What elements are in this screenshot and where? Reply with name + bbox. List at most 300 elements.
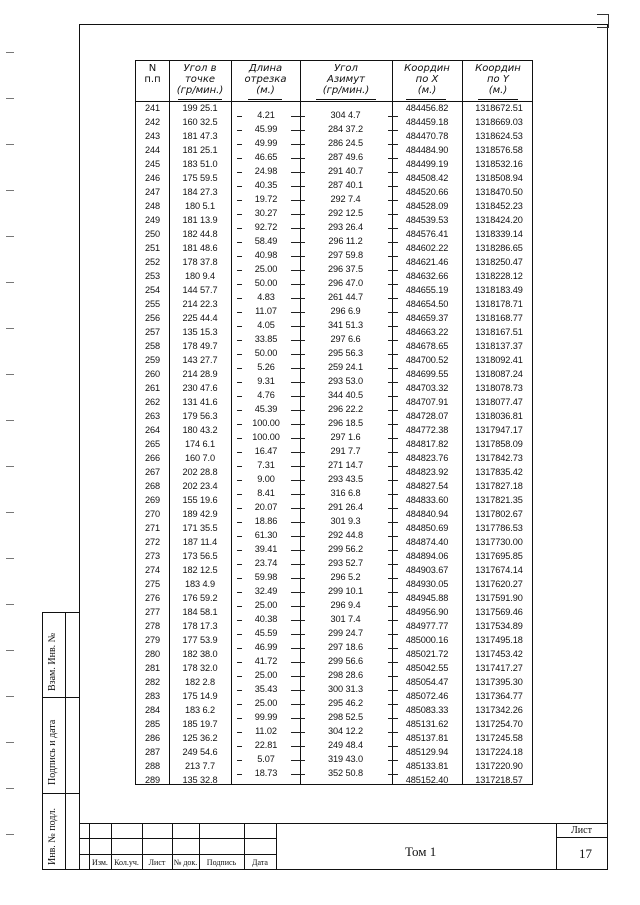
segment-azimuth: 291 7.7 (330, 446, 361, 456)
segment-azimuth: 319 43.0 (328, 754, 363, 764)
segment-azimuth: 296 9.4 (330, 600, 361, 610)
segment-azimuth: 296 22.2 (328, 404, 363, 414)
coord-y: 1317218.57 (475, 775, 523, 785)
coord-x: 484528.09 (405, 201, 449, 211)
segment-length: 32.49 (254, 586, 278, 596)
coord-y: 1318137.37 (475, 341, 523, 351)
point-number: 284 (144, 705, 161, 715)
coord-x: 484772.38 (405, 425, 449, 435)
segment-length: 5.26 (257, 362, 275, 372)
row-separator (291, 704, 305, 705)
margin-tick (6, 144, 14, 145)
point-number: 269 (144, 495, 161, 505)
point-number: 287 (144, 747, 161, 757)
point-angle: 183 51.0 (182, 159, 218, 169)
point-angle: 189 42.9 (182, 509, 218, 519)
segment-azimuth: 304 12.2 (328, 726, 363, 736)
point-number: 255 (144, 299, 161, 309)
segment-length: 39.41 (254, 544, 278, 554)
point-angle: 181 48.6 (182, 243, 218, 253)
row-separator (291, 144, 305, 145)
row-separator (291, 550, 305, 551)
coord-x: 484817.82 (405, 439, 449, 449)
coord-y: 1317730.00 (475, 537, 523, 547)
point-number: 279 (144, 635, 161, 645)
volume-title: Том 1 (405, 844, 437, 859)
point-number: 262 (144, 397, 161, 407)
segment-azimuth: 296 47.0 (328, 278, 363, 288)
row-separator (291, 774, 305, 775)
tb-label-sheet: Лист (148, 858, 166, 867)
coord-y: 1317417.27 (475, 663, 523, 673)
point-angle: 171 35.5 (182, 523, 218, 533)
coord-y: 1317947.17 (475, 425, 523, 435)
segment-length: 4.21 (257, 110, 275, 120)
segment-length: 45.39 (254, 404, 278, 414)
segment-azimuth: 341 51.3 (328, 320, 363, 330)
coord-x: 484903.67 (405, 565, 449, 575)
segment-azimuth: 292 12.5 (328, 208, 363, 218)
point-number: 281 (144, 663, 161, 673)
point-angle: 202 28.8 (182, 467, 218, 477)
segment-length: 46.65 (254, 152, 278, 162)
segment-length: 11.02 (255, 726, 277, 736)
row-separator (291, 662, 305, 663)
point-number: 282 (144, 677, 161, 687)
coord-y: 1317591.90 (475, 593, 523, 603)
row-separator (291, 116, 305, 117)
coord-y: 1318339.14 (475, 229, 523, 239)
replacement-inventory-label: Взам. Инв. № (47, 632, 58, 691)
row-separator (291, 718, 305, 719)
coord-y: 1318250.47 (475, 257, 523, 267)
point-angle: 225 44.4 (182, 313, 218, 323)
point-angle: 178 32.0 (182, 663, 218, 673)
segment-azimuth: 297 1.6 (330, 432, 361, 442)
row-separator (291, 354, 305, 355)
coord-x: 485083.33 (405, 705, 449, 715)
margin-tick (6, 512, 14, 513)
row-separator (291, 158, 305, 159)
margin-tick (6, 742, 14, 743)
row-separator (291, 242, 305, 243)
point-angle: 180 9.4 (185, 271, 215, 281)
coord-y: 1318228.12 (475, 271, 523, 281)
coord-y: 1318576.58 (475, 145, 523, 155)
point-angle: 182 2.8 (185, 677, 215, 687)
coord-y: 1317786.53 (475, 523, 523, 533)
segment-azimuth: 301 7.4 (330, 614, 361, 624)
coord-y: 1317220.90 (475, 761, 523, 771)
point-angle: 185 19.7 (182, 719, 218, 729)
coord-y: 1318078.73 (475, 383, 523, 393)
segment-length: 4.05 (257, 320, 275, 330)
header-azimuth: Угол Азимут (гр/мин.) (322, 63, 370, 96)
point-angle: 199 25.1 (182, 103, 218, 113)
point-number: 263 (144, 411, 161, 421)
segment-length: 11.07 (255, 306, 277, 316)
segment-azimuth: 293 43.5 (328, 474, 363, 484)
coord-y: 1317245.58 (475, 733, 523, 743)
point-number: 254 (144, 285, 161, 295)
coord-x: 485152.40 (405, 775, 449, 785)
row-separator (291, 368, 305, 369)
segment-azimuth: 291 40.7 (328, 166, 363, 176)
point-angle: 182 12.5 (182, 565, 218, 575)
row-separator (291, 676, 305, 677)
point-number: 265 (144, 439, 161, 449)
margin-tick (6, 604, 14, 605)
segment-azimuth: 296 5.2 (330, 572, 361, 582)
segment-azimuth: 284 37.2 (328, 124, 363, 134)
coord-y: 1317342.26 (475, 705, 523, 715)
row-separator (291, 522, 305, 523)
coord-x: 484874.40 (405, 537, 449, 547)
segment-length: 20.07 (254, 502, 278, 512)
row-separator (291, 592, 305, 593)
point-number: 276 (144, 593, 161, 603)
row-separator (291, 382, 305, 383)
point-angle: 173 56.5 (182, 551, 218, 561)
point-number: 245 (144, 159, 161, 169)
point-number: 241 (144, 103, 161, 113)
segment-length: 4.83 (257, 292, 275, 302)
row-separator (291, 312, 305, 313)
point-angle: 230 47.6 (182, 383, 218, 393)
point-angle: 213 7.7 (185, 761, 215, 771)
coord-y: 1317453.42 (475, 649, 523, 659)
point-angle: 178 37.8 (182, 257, 218, 267)
coord-x: 484823.92 (405, 467, 449, 477)
coord-y: 1317695.85 (475, 551, 523, 561)
tb-label-docnum: № док. (173, 858, 198, 867)
point-angle: 214 22.3 (182, 299, 218, 309)
segment-length: 18.86 (254, 516, 278, 526)
row-separator (291, 732, 305, 733)
point-number: 268 (144, 481, 161, 491)
segment-azimuth: 292 44.8 (328, 530, 363, 540)
point-angle: 183 6.2 (185, 705, 215, 715)
original-inventory-label: Инв. № подл. (47, 808, 58, 865)
header-angle: Угол в точке (гр/мин.) (176, 63, 224, 96)
segment-azimuth: 296 6.9 (330, 306, 361, 316)
point-number: 261 (144, 383, 161, 393)
coord-x: 485133.81 (405, 761, 449, 771)
segment-length: 40.38 (254, 614, 278, 624)
signature-date-label: Подпись и дата (47, 719, 58, 785)
segment-azimuth: 299 56.2 (328, 544, 363, 554)
coord-x: 484977.77 (405, 621, 449, 631)
segment-azimuth: 271 14.7 (328, 460, 363, 470)
point-number: 272 (144, 537, 161, 547)
segment-azimuth: 296 11.2 (328, 236, 363, 246)
point-number: 252 (144, 257, 161, 267)
segment-azimuth: 292 7.4 (330, 194, 361, 204)
segment-length: 23.74 (254, 558, 278, 568)
coord-y: 1317802.67 (475, 509, 523, 519)
segment-azimuth: 291 26.4 (328, 502, 363, 512)
coord-y: 1317674.14 (475, 565, 523, 575)
row-separator (291, 466, 305, 467)
point-number: 289 (144, 775, 161, 785)
margin-tick (6, 236, 14, 237)
segment-azimuth: 301 9.3 (330, 516, 361, 526)
tb-label-change: Изм. (92, 858, 108, 867)
point-number: 288 (144, 761, 161, 771)
point-number: 250 (144, 229, 161, 239)
row-separator (291, 746, 305, 747)
segment-azimuth: 296 18.5 (328, 418, 363, 428)
header-coord-x: Координ по X (м.) (404, 63, 450, 96)
segment-length: 99.99 (254, 712, 278, 722)
point-number: 248 (144, 201, 161, 211)
coord-x: 484659.37 (405, 313, 449, 323)
segment-length: 41.72 (254, 656, 278, 666)
row-separator (291, 494, 305, 495)
margin-tick (6, 650, 14, 651)
segment-length: 5.07 (257, 754, 275, 764)
coord-y: 1318036.81 (475, 411, 523, 421)
segment-length: 59.98 (254, 572, 278, 582)
coord-y: 1318183.49 (475, 285, 523, 295)
header-number: N п.п (144, 63, 161, 85)
margin-tick (6, 374, 14, 375)
segment-length: 25.00 (254, 670, 278, 680)
row-separator (291, 508, 305, 509)
coord-x: 484663.22 (405, 327, 449, 337)
segment-length: 100.00 (252, 432, 280, 442)
point-number: 244 (144, 145, 161, 155)
coord-y: 1318452.23 (475, 201, 523, 211)
coord-x: 484508.42 (405, 173, 449, 183)
tb-label-date: Дата (252, 858, 268, 867)
row-separator (291, 536, 305, 537)
segment-azimuth: 344 40.5 (328, 390, 363, 400)
coord-x: 484520.66 (405, 187, 449, 197)
coord-y: 1317495.18 (475, 635, 523, 645)
point-angle: 135 32.8 (182, 775, 218, 785)
segment-length: 19.72 (254, 194, 278, 204)
point-angle: 180 5.1 (185, 201, 215, 211)
coord-y: 1318286.65 (475, 243, 523, 253)
segment-azimuth: 299 10.1 (328, 586, 363, 596)
segment-azimuth: 297 59.8 (328, 250, 363, 260)
coord-x: 484576.41 (405, 229, 449, 239)
row-separator (291, 634, 305, 635)
point-number: 267 (144, 467, 161, 477)
segment-length: 50.00 (254, 348, 278, 358)
point-number: 277 (144, 607, 161, 617)
segment-length: 9.31 (257, 376, 275, 386)
coord-y: 1318167.51 (475, 327, 523, 337)
row-separator (291, 284, 305, 285)
point-number: 260 (144, 369, 161, 379)
point-angle: 182 44.8 (182, 229, 218, 239)
point-number: 253 (144, 271, 161, 281)
coord-x: 484728.07 (405, 411, 449, 421)
coord-y: 1318424.20 (475, 215, 523, 225)
point-angle: 160 32.5 (182, 117, 218, 127)
side-stamp (42, 612, 79, 870)
segment-azimuth: 293 26.4 (328, 222, 363, 232)
coord-x: 484456.82 (405, 103, 449, 113)
coord-x: 484823.76 (405, 453, 449, 463)
coord-x: 484930.05 (405, 579, 449, 589)
sheet-number: 17 (579, 846, 592, 861)
coord-y: 1318508.94 (475, 173, 523, 183)
coord-x: 484703.32 (405, 383, 449, 393)
segment-length: 24.98 (254, 166, 278, 176)
segment-azimuth: 352 50.8 (328, 768, 363, 778)
coord-y: 1318168.77 (475, 313, 523, 323)
segment-azimuth: 296 37.5 (328, 264, 363, 274)
segment-azimuth: 287 40.1 (328, 180, 363, 190)
margin-tick (6, 558, 14, 559)
row-separator (291, 564, 305, 565)
margin-tick (6, 788, 14, 789)
margin-tick (6, 282, 14, 283)
coord-y: 1318669.03 (475, 117, 523, 127)
point-number: 259 (144, 355, 161, 365)
margin-tick (6, 834, 14, 835)
point-angle: 184 58.1 (182, 607, 218, 617)
segment-length: 40.35 (254, 180, 278, 190)
point-angle: 175 14.9 (182, 691, 218, 701)
row-separator (291, 214, 305, 215)
coord-x: 484654.50 (405, 299, 449, 309)
segment-length: 8.41 (257, 488, 275, 498)
row-separator (291, 130, 305, 131)
title-block (79, 823, 608, 870)
point-number: 246 (144, 173, 161, 183)
coord-y: 1318470.50 (475, 187, 523, 197)
point-number: 249 (144, 215, 161, 225)
coord-y: 1317254.70 (475, 719, 523, 729)
segment-length: 50.00 (254, 278, 278, 288)
row-separator (291, 298, 305, 299)
point-angle: 178 17.3 (182, 621, 218, 631)
point-angle: 202 23.4 (182, 481, 218, 491)
point-angle: 143 27.7 (182, 355, 218, 365)
row-separator (291, 606, 305, 607)
coord-y: 1318178.71 (475, 299, 523, 309)
point-angle: 174 6.1 (185, 439, 215, 449)
coord-x: 484470.78 (405, 131, 449, 141)
segment-azimuth: 300 31.3 (328, 684, 363, 694)
point-number: 286 (144, 733, 161, 743)
row-separator (291, 270, 305, 271)
point-angle: 155 19.6 (182, 495, 218, 505)
point-number: 270 (144, 509, 161, 519)
coord-y: 1318624.53 (475, 131, 523, 141)
coord-y: 1317364.77 (475, 691, 523, 701)
coord-y: 1317569.46 (475, 607, 523, 617)
point-angle: 135 15.3 (182, 327, 218, 337)
segment-length: 18.73 (254, 768, 278, 778)
header-length: Длина отрезка (м.) (244, 63, 287, 96)
coordinates-table (135, 60, 533, 785)
coord-x: 485137.81 (405, 733, 449, 743)
coord-x: 484850.69 (405, 523, 449, 533)
segment-length: 33.85 (254, 334, 278, 344)
margin-tick (6, 466, 14, 467)
margin-tick (6, 696, 14, 697)
coord-x: 484459.18 (405, 117, 449, 127)
point-number: 257 (144, 327, 161, 337)
segment-azimuth: 316 6.8 (330, 488, 361, 498)
segment-length: 100.00 (252, 418, 280, 428)
coord-x: 484484.90 (405, 145, 449, 155)
point-angle: 131 41.6 (182, 397, 218, 407)
margin-tick (6, 328, 14, 329)
row-separator (291, 200, 305, 201)
segment-azimuth: 299 24.7 (328, 628, 363, 638)
point-angle: 214 28.9 (182, 369, 218, 379)
row-separator (291, 172, 305, 173)
point-number: 278 (144, 621, 161, 631)
point-number: 242 (144, 117, 161, 127)
point-angle: 181 47.3 (182, 131, 218, 141)
point-angle: 177 53.9 (182, 635, 218, 645)
point-number: 285 (144, 719, 161, 729)
coord-y: 1317842.73 (475, 453, 523, 463)
segment-length: 45.99 (254, 124, 278, 134)
segment-azimuth: 287 49.6 (328, 152, 363, 162)
segment-length: 4.76 (257, 390, 275, 400)
coord-x: 484602.22 (405, 243, 449, 253)
row-separator (291, 326, 305, 327)
segment-length: 16.47 (254, 446, 278, 456)
corner-mark (597, 14, 609, 28)
row-separator (291, 578, 305, 579)
segment-azimuth: 304 4.7 (330, 110, 361, 120)
coord-y: 1317620.27 (475, 579, 523, 589)
coord-y: 1317534.89 (475, 621, 523, 631)
margin-tick (6, 98, 14, 99)
segment-azimuth: 293 52.7 (328, 558, 363, 568)
row-separator (291, 396, 305, 397)
coord-x: 484840.94 (405, 509, 449, 519)
segment-length: 25.00 (254, 698, 278, 708)
sheet-label: Лист (571, 825, 592, 836)
coord-x: 484499.19 (405, 159, 449, 169)
point-number: 271 (144, 523, 161, 533)
row-separator (291, 452, 305, 453)
segment-length: 9.00 (257, 474, 275, 484)
segment-length: 40.98 (254, 250, 278, 260)
point-number: 243 (144, 131, 161, 141)
coord-x: 485000.16 (405, 635, 449, 645)
coord-x: 484678.65 (405, 341, 449, 351)
point-number: 256 (144, 313, 161, 323)
point-number: 247 (144, 187, 161, 197)
margin-tick (6, 190, 14, 191)
point-angle: 179 56.3 (182, 411, 218, 421)
coord-x: 484945.88 (405, 593, 449, 603)
point-number: 258 (144, 341, 161, 351)
coord-x: 485042.55 (405, 663, 449, 673)
coord-x: 484539.53 (405, 215, 449, 225)
point-number: 283 (144, 691, 161, 701)
point-angle: 181 25.1 (182, 145, 218, 155)
point-angle: 187 11.4 (182, 537, 218, 547)
segment-length: 7.31 (257, 460, 275, 470)
row-separator (291, 228, 305, 229)
coord-x: 484655.19 (405, 285, 449, 295)
margin-tick (6, 420, 14, 421)
segment-length: 92.72 (254, 222, 278, 232)
point-angle: 182 38.0 (182, 649, 218, 659)
